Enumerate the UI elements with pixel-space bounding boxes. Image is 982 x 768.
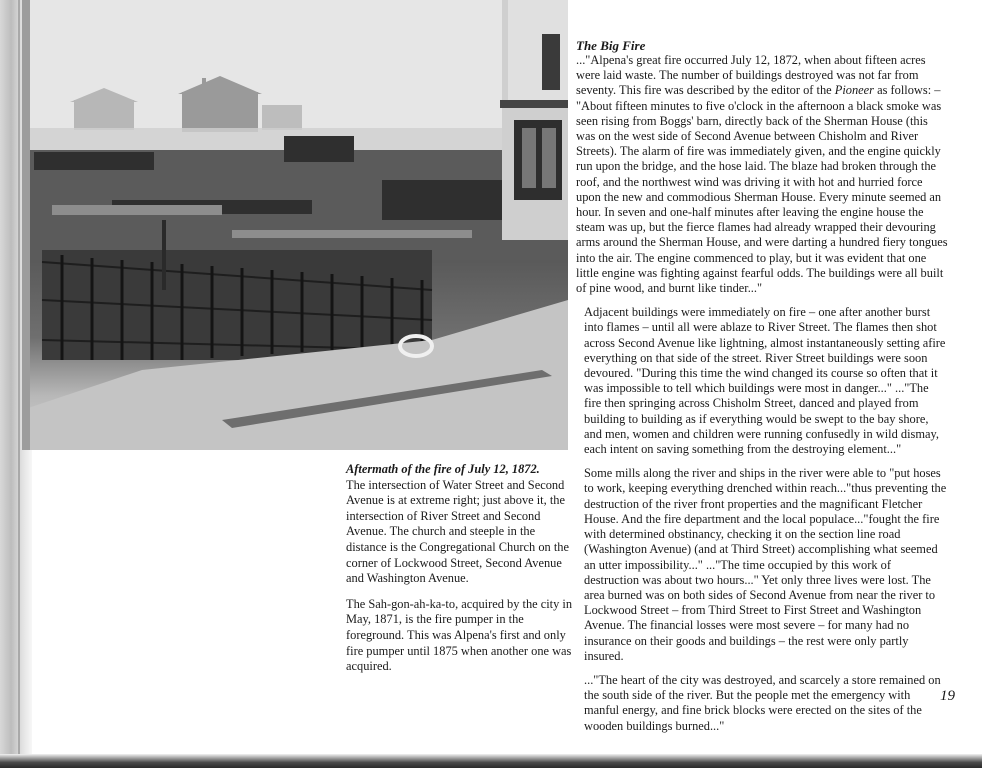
article-paragraph-4: ..."The heart of the city was destroyed, and scarcely a store remained on the south side of the river. But the people met the emergency with manful energy, and fine brick blocks were erected on the sites of the wooden buildings burned..." <box>584 672 941 733</box>
fire-aftermath-photo <box>22 0 568 450</box>
historical-photo-icon <box>22 0 568 450</box>
caption-paragraph-1: The intersection of Water Street and Second Avenue is at extreme right; just above it, the intersection of River Street and Second Avenue. The church and steeple in the distance is the Congregational Church on the corner of Lockwood Street, Second Avenue and Washington Avenue. <box>346 477 569 586</box>
article-paragraph-3: Some mills along the river and ships in the river were able to "put hoses to work, keeping everything drenched within reach..."thus preventing the destruction of the river front properties and the magnificant Fletcher House. And the fire department and the local populace..."fought the fire with determined obstinancy, checking it on the section line road (Washington Avenue) (and at Third Street) accomplishing what seemed an utter impossibility..." ..."The time occupied by this work of destruction was about two hours..." Yet only three lives were lost. The area burned was on both sides of Second Avenue from near the river to Lockwood Street – from Third Street to First Street and Washington Avenue. The financial losses were most severe – for many had no insurance on their goods and buildings – the rest were only partly insured. <box>584 466 947 663</box>
article-heading: The Big Fire <box>576 38 646 53</box>
corner-building <box>500 0 568 240</box>
article-paragraph-1-start: ..."Alpena's great fire occurred July 12, 1872, when about fifteen acres were laid waste. The number of buildings destroyed was not far from seventy. This fire was described by the editor of the <box>576 53 926 98</box>
caption-paragraph-2: The Sah-gon-ah-ka-to, acquired by the city in May, 1871, is the fire pumper in the foreground. This was Alpena's first and only fire pumper until 1875 when another one was acquired. <box>346 596 573 674</box>
picket-fence <box>42 250 432 360</box>
photo-caption <box>346 462 578 685</box>
article-paragraph-1-rest: as follows: – "About fifteen minutes to five o'clock in the afternoon a black smoke was seen rising from Boggs' barn, directly back of the Sherman House (this was on the west side of Second Avenue between Chisholm and River Streets). The alarm of fire was immediately given, and the engine quickly run upon the bridge, and the hose laid. The blaze had broken through the roof, and the northwest wind was driving it with hot and hurried force upon the new and commodious Sherman House. Every minute seemed an hour. In seven and one-half minutes after leaving the engine house the steam was up, but the fierce flames had already wrapped their devouring arms around the Sherman House, and were darting a hundred fiery tongues into the air. The engine commenced to play, but it was evident that one little engine was fighting against fearful odds. The buildings were all built of pine wood, and burnt like tinder..." <box>576 83 948 296</box>
book-bottom-edge <box>0 754 982 768</box>
caption-title: Aftermath of the fire of July 12, 1872. <box>346 462 540 476</box>
pioneer-newspaper-name: Pioneer <box>834 83 874 98</box>
page-number: 19 <box>940 688 955 704</box>
article-paragraph-2: Adjacent buildings were immediately on fire – one after another burst into flames – until all were ablaze to River Street. The flames then shot across Second Avenue like lightning, almost instantaneously setting afire everything on that side of the street. River Street buildings were soon devoured. "During this time the wind changed its course so often that it was impossible to tell which buildings were most in danger..." ..."The fire then springing across Chisholm Street, danced and played from building to building as if everything would be swept to the bay shore, and men, women and children were running confusedly in wild dismay, each intent on saving something from the destroying element..." <box>584 305 946 457</box>
article-paragraph-1 <box>576 53 948 296</box>
article-big-fire <box>576 38 948 743</box>
gutter-fold-line <box>18 0 20 768</box>
